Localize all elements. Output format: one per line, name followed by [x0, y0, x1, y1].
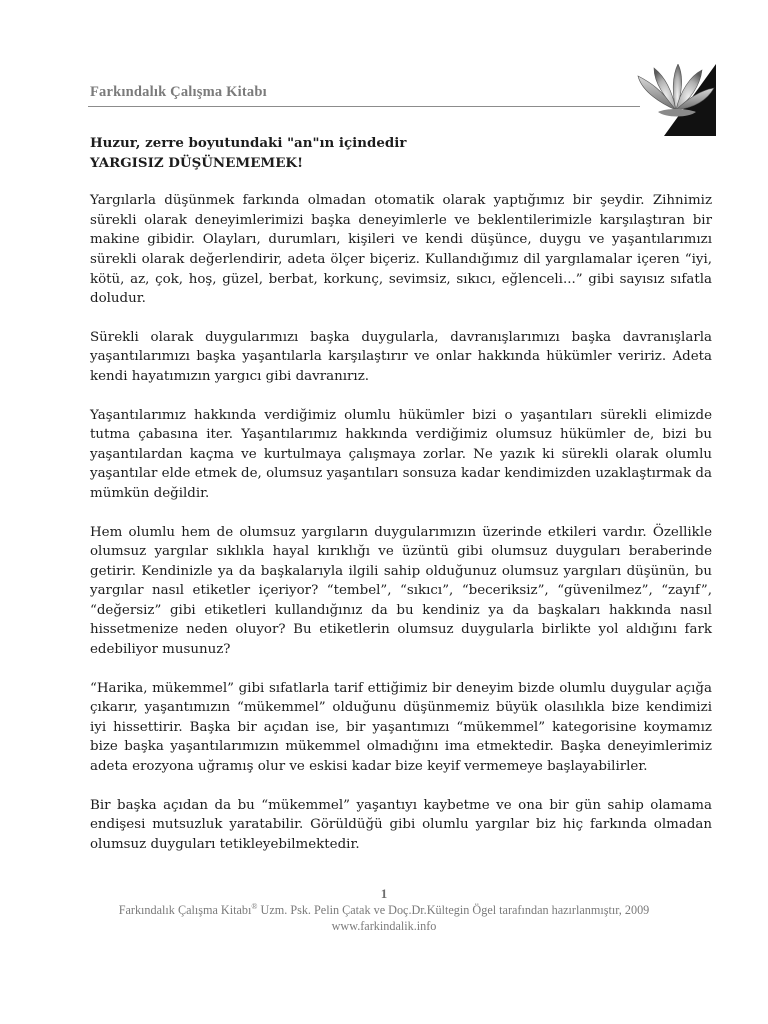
paragraph-6: Bir başka açıdan da bu “mükemmel” yaşantıyı kaybetme ve ona bir gün sahip olamama endişesi mutsuzluk yaratabilir. Görüldüğü gibi olumlu yargılar biz hiç farkında olmadan olumsuz duyguları tetikleyebilmektedir. [90, 797, 712, 852]
paragraph-4: Hem olumlu hem de olumsuz yargıların duygularımızın üzerinde etkileri vardır. Özellikle olumsuz yargılar sıklıkla hayal kırıklığı ve üzüntü gibi olumsuz duyguları beraberinde getirir. Kendinizle ya da başkalarıyla ilgili sahip olduğunuz olumsuz yargıları düşünün, bu yargılar nasıl etiketler içeriyor? “tembel”, “sıkıcı”, “beceriksiz”, “güvenilmez”, “zayıf”, “değersiz” gibi etiketleri kullandığınız da bu kendiniz ya da başkaları hakkında nasıl hissetmenize neden oluyor? Bu etiketlerin olumsuz duygularla birlikte yol aldığını fark edebiliyor musunuz? [90, 524, 712, 658]
lotus-flower-icon [636, 64, 716, 136]
page-footer [0, 886, 768, 934]
footer-url[interactable]: www.farkindalik.info [331, 919, 437, 933]
paragraph-gap [90, 660, 712, 679]
paragraph-gap [90, 777, 712, 796]
section-title: YARGISIZ DÜŞÜNEMEMEK! [90, 154, 303, 171]
paragraph-2: Sürekli olarak duygularımızı başka duygularla, davranışlarımızı başka davranışlarla yaşantılarımızı başka yaşantılarla karşılaştırır ve onlar hakkında hükümler veririz. Adeta kendi hayatımızın yargıcı gibi davranırız. [90, 329, 712, 384]
document-body [90, 134, 712, 854]
page-number: 1 [380, 886, 388, 901]
registered-mark: ® [251, 901, 258, 911]
paragraph-1: Yargılarla düşünmek farkında olmadan otomatik olarak yaptığımız bir şeydir. Zihnimiz sürekli olarak deneyimlerimizi başka deneyimlerle ve beklentilerimizle karşılaştıran bir makine gibidir. Olayları, durumları, kişileri ve kendi düşünce, duygu ve yaşantılarımızı sürekli olarak değerlendirir, adeta ölçer biçeriz. Kullandığımız dil yargılamalar içeren “iyi, kötü, az, çok, hoş, güzel, berbat, korkunç, sevimsiz, sıkıcı, eğlenceli...” gibi sayısız sıfatla doludur. [90, 193, 712, 307]
paragraph-3: Yaşantılarımız hakkında verdiğimiz olumlu hükümler bizi o yaşantıları sürekli elimizde tutma çabasına iter. Yaşantılarımız hakkında verdiğimiz olumsuz hükümler de, bizi bu yaşantılardan kaçma ve kurtulmaya çalışmaya zorlar. Ne yazık ki sürekli olarak olumlu yaşantılar elde etmek de, olumsuz yaşantıları sonsuza kadar kendimizden uzaklaştırmak da mümkün değildir. [90, 407, 712, 501]
header-rule [88, 106, 640, 107]
header-title: Farkındalık Çalışma Kitabı [90, 84, 267, 100]
subtitle-heading: Huzur, zerre boyutundaki "an"ın içindedir [90, 135, 407, 151]
footer-credit-text: Uzm. Psk. Pelin Çatak ve Doç.Dr.Kültegin Ögel tarafından hazırlanmıştır, 2009 [257, 903, 650, 917]
footer-credit [0, 902, 768, 918]
paragraph-5: “Harika, mükemmel” gibi sıfatlarla tarif ettiğimiz bir deneyim bizde olumlu duygular açığa çıkarır, yaşantımızın “mükemmel” olduğunu düşünmemiz büyük olasılıkla bize kendimizi iyi hissettirir. Başka bir açıdan ise, bir yaşantımızı “mükemmel” kategorisine koymamız bize başka yaşantılarımızın mükemmel olmadığını ima etmektedir. Başka deneyimlerimiz adeta erozyona uğramış olur ve eskisi kadar bize keyif vermemeye başlayabilirler. [90, 680, 712, 775]
footer-credit-title: Farkındalık Çalışma Kitabı [118, 903, 252, 917]
paragraph-gap [90, 387, 712, 406]
heading-block [90, 134, 712, 173]
paragraph-gap [90, 309, 712, 328]
paragraph-gap [90, 504, 712, 523]
